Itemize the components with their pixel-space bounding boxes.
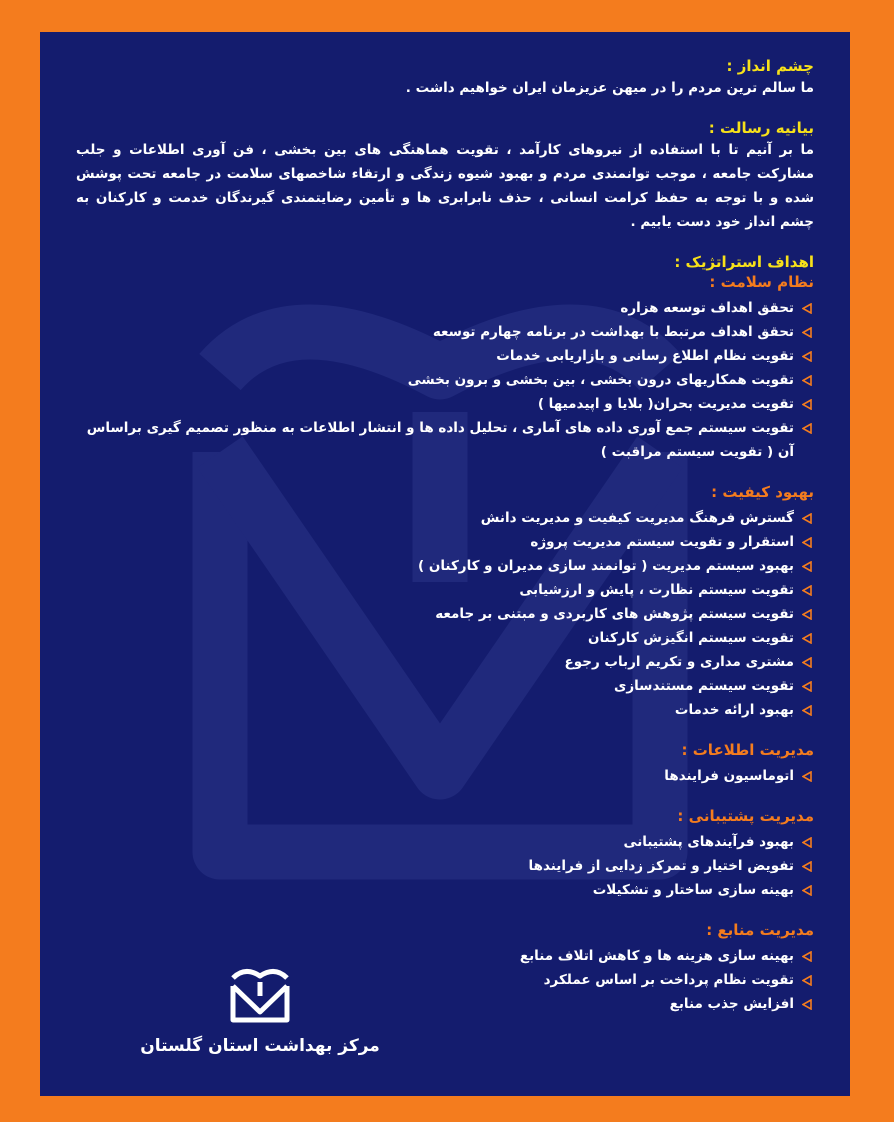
- list-item: [76, 578, 814, 602]
- triangle-bullet-icon: [802, 561, 812, 572]
- mission-section: [76, 118, 814, 234]
- support-section: [76, 806, 814, 902]
- list-item: [76, 320, 814, 344]
- list-item: [76, 674, 814, 698]
- list-item: [76, 506, 814, 530]
- triangle-bullet-icon: [802, 837, 812, 848]
- vision-heading: چشم انداز :: [726, 57, 814, 75]
- information-heading: مدیریت اطلاعات :: [681, 741, 814, 759]
- quality-list: [76, 506, 814, 722]
- triangle-bullet-icon: [802, 633, 812, 644]
- triangle-bullet-icon: [802, 327, 812, 338]
- quality-section: [76, 482, 814, 722]
- triangle-bullet-icon: [802, 861, 812, 872]
- resources-heading: مدیریت منابع :: [706, 921, 814, 939]
- triangle-bullet-icon: [802, 351, 812, 362]
- list-item-text: تحقق اهداف توسعه هزاره: [620, 300, 794, 316]
- list-item: [76, 854, 814, 878]
- list-item-text: تقویت سیستم نظارت ، پایش و ارزشیابی: [519, 582, 794, 598]
- list-item: [76, 602, 814, 626]
- quality-heading: بهبود کیفیت :: [711, 483, 814, 501]
- triangle-bullet-icon: [802, 375, 812, 386]
- list-item: [76, 368, 814, 392]
- list-item-text: بهبود فرآیندهای پشتیبانی: [623, 834, 794, 850]
- support-list: [76, 830, 814, 902]
- list-item: [76, 698, 814, 722]
- list-item-text: تقویت نظام اطلاع رسانی و بازاریابی خدمات: [496, 348, 794, 364]
- triangle-bullet-icon: [802, 537, 812, 548]
- list-item: [76, 830, 814, 854]
- list-item-text: تقویت سیستم پژوهش های کاربردی و مبتنی بر جامعه: [435, 606, 794, 622]
- list-item-text: تقویت نظام پرداخت بر اساس عملکرد: [543, 972, 794, 988]
- strategic-section: [76, 252, 814, 464]
- triangle-bullet-icon: [802, 885, 812, 896]
- triangle-bullet-icon: [802, 399, 812, 410]
- list-item: [76, 416, 814, 464]
- triangle-bullet-icon: [802, 303, 812, 314]
- document-content: [76, 56, 814, 1034]
- list-item-text: تحقق اهداف مرتبط با بهداشت در برنامه چهارم توسعه: [432, 324, 794, 340]
- footer-logo: [130, 962, 390, 1056]
- list-item: [76, 878, 814, 902]
- mission-heading: بیانیه رسالت :: [708, 119, 814, 137]
- triangle-bullet-icon: [802, 975, 812, 986]
- list-item-text: تفویض اختیار و تمرکز زدایی از فرایندها: [528, 858, 794, 874]
- triangle-bullet-icon: [802, 609, 812, 620]
- list-item: [76, 530, 814, 554]
- list-item: [76, 392, 814, 416]
- list-item-text: بهینه سازی هزینه ها و کاهش اتلاف منابع: [519, 948, 794, 964]
- information-list: [76, 764, 814, 788]
- triangle-bullet-icon: [802, 951, 812, 962]
- list-item-text: بهینه سازی ساختار و تشکیلات: [592, 882, 794, 898]
- list-item: [76, 296, 814, 320]
- list-item-text: تقویت مدیریت بحران( بلایا و اپیدمیها ): [537, 396, 794, 412]
- list-item: [76, 764, 814, 788]
- triangle-bullet-icon: [802, 681, 812, 692]
- list-item-text: استقرار و تقویت سیستم مدیریت پروژه: [530, 534, 794, 550]
- triangle-bullet-icon: [802, 771, 812, 782]
- list-item: [76, 650, 814, 674]
- health-system-heading: نظام سلامت :: [709, 273, 814, 291]
- list-item-text: بهبود ارائه خدمات: [674, 702, 794, 718]
- content-panel: [40, 32, 850, 1096]
- vision-section: [76, 56, 814, 100]
- health-center-logo-icon: [225, 962, 295, 1024]
- triangle-bullet-icon: [802, 423, 812, 434]
- triangle-bullet-icon: [802, 705, 812, 716]
- list-item-text: بهبود سیستم مدیریت ( توانمند سازی مدیران و کارکنان ): [417, 558, 794, 574]
- mission-text: ما بر آنیم تا با استفاده از نیروهای کارآمد ، تقویت هماهنگی های بین بخشی ، فن آوری اطلاعات و جلب مشارکت جامعه ، موجب توانمندی مردم و بهبود شیوه زندگی و ارتقاء شاخصهای سلامت در جامعه تحت پوشش شده و با توجه به حفظ کرامت انسانی ، حذف نابرابری ها و تأمین رضایتمندی گیرندگان خدمت و کارکنان به چشم انداز خود دست یابیم .: [76, 142, 814, 230]
- organization-title: مرکز بهداشت استان گلستان: [140, 1036, 380, 1056]
- support-heading: مدیریت پشتیبانی :: [677, 807, 814, 825]
- list-item-text: تقویت سیستم مستندسازی: [613, 678, 794, 694]
- triangle-bullet-icon: [802, 657, 812, 668]
- triangle-bullet-icon: [802, 999, 812, 1010]
- vision-text: ما سالم ترین مردم را در میهن عزیزمان ایران خواهیم داشت .: [405, 80, 814, 96]
- triangle-bullet-icon: [802, 585, 812, 596]
- list-item: [76, 554, 814, 578]
- strategic-heading: اهداف استراتژیک :: [674, 253, 814, 271]
- list-item-text: تقویت همکاریهای درون بخشی ، بین بخشی و برون بخشی: [407, 372, 794, 388]
- list-item-text: مشتری مداری و تکریم ارباب رجوع: [564, 654, 794, 670]
- list-item-text: افزایش جذب منابع: [669, 996, 794, 1012]
- list-item: [76, 626, 814, 650]
- list-item-text: تقویت سیستم انگیزش کارکنان: [587, 630, 794, 646]
- health-system-list: [76, 296, 814, 464]
- list-item-text: تقویت سیستم جمع آوری داده های آماری ، تحلیل داده ها و انتشار اطلاعات به منظور تصمیم گیری براساس آن ( تقویت سیستم مراقبت ): [86, 420, 794, 460]
- information-section: [76, 740, 814, 788]
- list-item-text: گسترش فرهنگ مدیریت کیفیت و مدیریت دانش: [480, 510, 794, 526]
- triangle-bullet-icon: [802, 513, 812, 524]
- list-item: [76, 344, 814, 368]
- list-item-text: اتوماسیون فرایندها: [664, 768, 794, 784]
